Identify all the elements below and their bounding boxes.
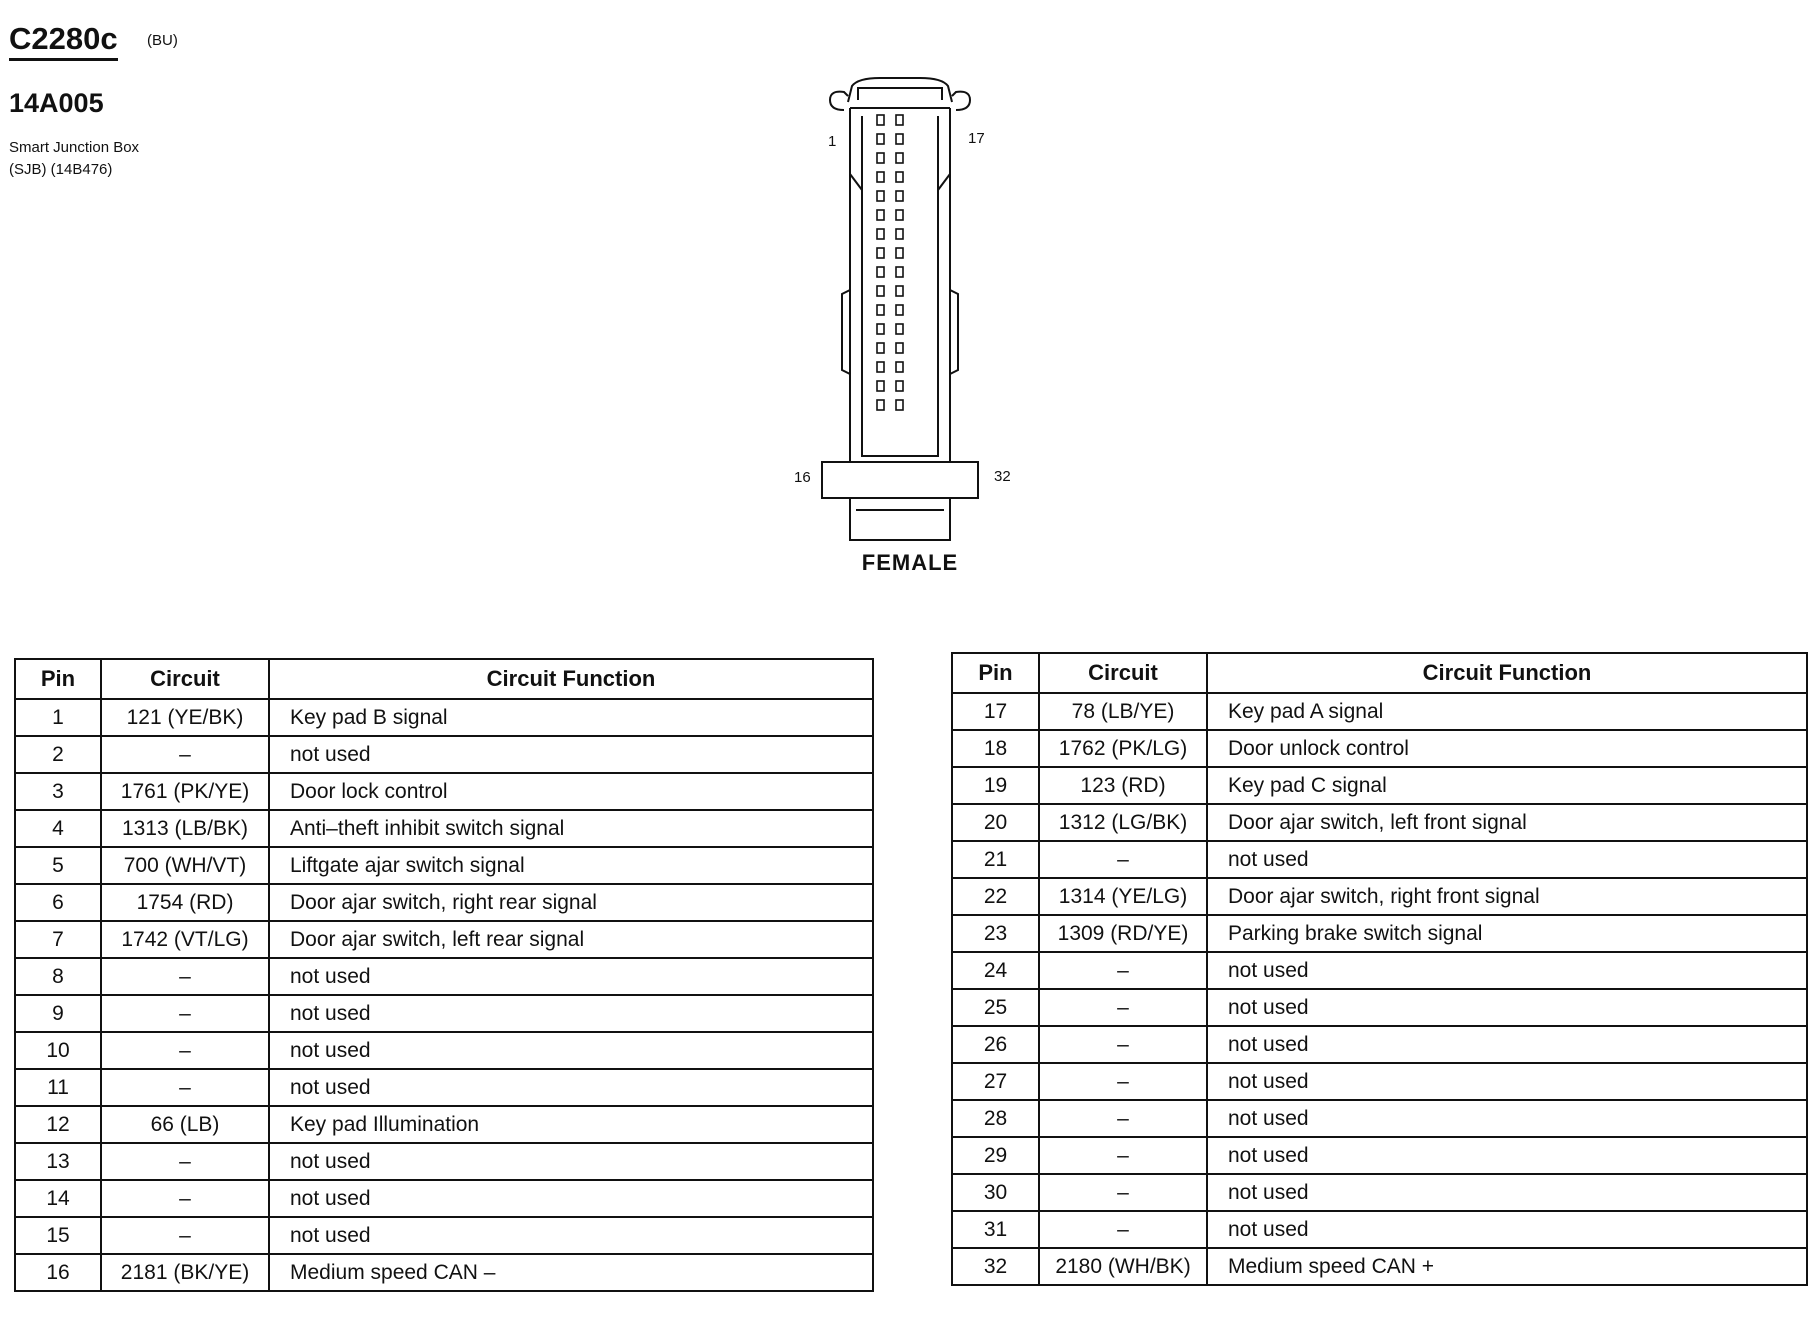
circuit-cell: – bbox=[1039, 952, 1207, 989]
function-cell: Key pad A signal bbox=[1207, 693, 1807, 730]
table-row bbox=[15, 1069, 873, 1106]
function-cell: Key pad Illumination bbox=[269, 1106, 873, 1143]
function-cell: Liftgate ajar switch signal bbox=[269, 847, 873, 884]
circuit-cell: 66 (LB) bbox=[101, 1106, 269, 1143]
function-cell: Medium speed CAN + bbox=[1207, 1248, 1807, 1285]
function-cell: Medium speed CAN – bbox=[269, 1254, 873, 1291]
pin-cell: 30 bbox=[952, 1174, 1039, 1211]
function-cell: not used bbox=[269, 1069, 873, 1106]
circuit-cell: 700 (WH/VT) bbox=[101, 847, 269, 884]
circuit-cell: 1761 (PK/YE) bbox=[101, 773, 269, 810]
circuit-cell: 1754 (RD) bbox=[101, 884, 269, 921]
circuit-cell: 121 (YE/BK) bbox=[101, 699, 269, 736]
table-row bbox=[15, 1217, 873, 1254]
pin-cell: 11 bbox=[15, 1069, 101, 1106]
pin-cell: 32 bbox=[952, 1248, 1039, 1285]
pin-label-16: 16 bbox=[794, 469, 811, 486]
table-row bbox=[952, 878, 1807, 915]
function-cell: not used bbox=[1207, 1026, 1807, 1063]
pin-cell: 17 bbox=[952, 693, 1039, 730]
table-row bbox=[952, 1026, 1807, 1063]
function-cell: not used bbox=[1207, 841, 1807, 878]
circuit-cell: – bbox=[1039, 841, 1207, 878]
description-line-2: (SJB) (14B476) bbox=[9, 161, 113, 178]
circuit-cell: – bbox=[1039, 1211, 1207, 1248]
table-row bbox=[15, 773, 873, 810]
pin-cell: 7 bbox=[15, 921, 101, 958]
circuit-cell: 78 (LB/YE) bbox=[1039, 693, 1207, 730]
function-cell: Door lock control bbox=[269, 773, 873, 810]
function-cell: not used bbox=[1207, 989, 1807, 1026]
pin-label-1: 1 bbox=[828, 133, 837, 150]
table-row bbox=[15, 921, 873, 958]
circuit-cell: – bbox=[1039, 1137, 1207, 1174]
pin-cell: 15 bbox=[15, 1217, 101, 1254]
table-row bbox=[15, 699, 873, 736]
pin-cell: 16 bbox=[15, 1254, 101, 1291]
function-cell: not used bbox=[1207, 952, 1807, 989]
circuit-cell: – bbox=[101, 1069, 269, 1106]
function-cell: Door unlock control bbox=[1207, 730, 1807, 767]
header-circuit-function: Circuit Function bbox=[1207, 653, 1807, 693]
pin-cell: 22 bbox=[952, 878, 1039, 915]
circuit-cell: – bbox=[1039, 989, 1207, 1026]
table-row bbox=[15, 1254, 873, 1291]
part-number: 14A005 bbox=[9, 88, 104, 118]
table-row bbox=[952, 989, 1807, 1026]
circuit-cell: 1742 (VT/LG) bbox=[101, 921, 269, 958]
circuit-cell: – bbox=[101, 1180, 269, 1217]
table-row bbox=[952, 1174, 1807, 1211]
function-cell: not used bbox=[1207, 1174, 1807, 1211]
connector-id: C2280c bbox=[9, 22, 118, 61]
table-row bbox=[15, 1032, 873, 1069]
function-cell: Door ajar switch, left front signal bbox=[1207, 804, 1807, 841]
pin-cell: 27 bbox=[952, 1063, 1039, 1100]
circuit-cell: – bbox=[101, 995, 269, 1032]
pin-cell: 20 bbox=[952, 804, 1039, 841]
pin-cell: 18 bbox=[952, 730, 1039, 767]
table-row bbox=[952, 1063, 1807, 1100]
circuit-cell: – bbox=[1039, 1100, 1207, 1137]
header-pin: Pin bbox=[15, 659, 101, 699]
function-cell: Door ajar switch, right front signal bbox=[1207, 878, 1807, 915]
table-row bbox=[15, 1143, 873, 1180]
pin-cell: 26 bbox=[952, 1026, 1039, 1063]
header-circuit: Circuit bbox=[101, 659, 269, 699]
pin-cell: 10 bbox=[15, 1032, 101, 1069]
circuit-cell: – bbox=[101, 1217, 269, 1254]
function-cell: not used bbox=[1207, 1137, 1807, 1174]
pin-cell: 4 bbox=[15, 810, 101, 847]
function-cell: Key pad B signal bbox=[269, 699, 873, 736]
function-cell: not used bbox=[1207, 1211, 1807, 1248]
pin-cell: 5 bbox=[15, 847, 101, 884]
header-pin: Pin bbox=[952, 653, 1039, 693]
pin-cell: 13 bbox=[15, 1143, 101, 1180]
description-line-1: Smart Junction Box bbox=[9, 139, 140, 156]
function-cell: not used bbox=[269, 958, 873, 995]
table-row bbox=[952, 1211, 1807, 1248]
circuit-cell: 123 (RD) bbox=[1039, 767, 1207, 804]
function-cell: not used bbox=[269, 1180, 873, 1217]
connector-gender-label: FEMALE bbox=[861, 550, 959, 575]
pin-cell: 24 bbox=[952, 952, 1039, 989]
function-cell: not used bbox=[1207, 1063, 1807, 1100]
pin-cell: 14 bbox=[15, 1180, 101, 1217]
connector-color: (BU) bbox=[147, 32, 178, 49]
circuit-cell: 2181 (BK/YE) bbox=[101, 1254, 269, 1291]
pin-cell: 1 bbox=[15, 699, 101, 736]
circuit-cell: – bbox=[101, 958, 269, 995]
function-cell: Key pad C signal bbox=[1207, 767, 1807, 804]
pin-cell: 8 bbox=[15, 958, 101, 995]
pin-cell: 2 bbox=[15, 736, 101, 773]
function-cell: Door ajar switch, right rear signal bbox=[269, 884, 873, 921]
function-cell: not used bbox=[269, 736, 873, 773]
pin-label-17: 17 bbox=[968, 130, 985, 147]
circuit-cell: – bbox=[1039, 1063, 1207, 1100]
table-row bbox=[952, 952, 1807, 989]
table-row bbox=[952, 767, 1807, 804]
circuit-cell: – bbox=[101, 736, 269, 773]
connector-face-diagram bbox=[770, 70, 1070, 590]
circuit-cell: 2180 (WH/BK) bbox=[1039, 1248, 1207, 1285]
table-row bbox=[952, 915, 1807, 952]
pin-cell: 23 bbox=[952, 915, 1039, 952]
table-row bbox=[952, 693, 1807, 730]
function-cell: Door ajar switch, left rear signal bbox=[269, 921, 873, 958]
pin-cell: 31 bbox=[952, 1211, 1039, 1248]
component-description bbox=[9, 137, 139, 181]
pin-cell: 28 bbox=[952, 1100, 1039, 1137]
table-row bbox=[15, 958, 873, 995]
circuit-cell: – bbox=[1039, 1026, 1207, 1063]
circuit-cell: 1762 (PK/LG) bbox=[1039, 730, 1207, 767]
pin-cell: 25 bbox=[952, 989, 1039, 1026]
function-cell: Anti–theft inhibit switch signal bbox=[269, 810, 873, 847]
function-cell: not used bbox=[269, 1032, 873, 1069]
function-cell: not used bbox=[269, 1143, 873, 1180]
circuit-cell: – bbox=[101, 1143, 269, 1180]
function-cell: not used bbox=[269, 1217, 873, 1254]
pin-cell: 19 bbox=[952, 767, 1039, 804]
table-row bbox=[15, 736, 873, 773]
function-cell: not used bbox=[269, 995, 873, 1032]
connector-outline bbox=[770, 70, 1070, 590]
circuit-cell: – bbox=[101, 1032, 269, 1069]
pinout-table-right bbox=[951, 652, 1808, 1286]
table-row bbox=[952, 804, 1807, 841]
circuit-cell: 1314 (YE/LG) bbox=[1039, 878, 1207, 915]
circuit-cell: 1312 (LG/BK) bbox=[1039, 804, 1207, 841]
pin-cell: 6 bbox=[15, 884, 101, 921]
table-row bbox=[952, 1100, 1807, 1137]
circuit-cell: 1309 (RD/YE) bbox=[1039, 915, 1207, 952]
table-row bbox=[15, 810, 873, 847]
function-cell: not used bbox=[1207, 1100, 1807, 1137]
pin-cell: 9 bbox=[15, 995, 101, 1032]
pin-cell: 29 bbox=[952, 1137, 1039, 1174]
table-header-row bbox=[15, 659, 873, 699]
table-row bbox=[952, 1137, 1807, 1174]
header-circuit: Circuit bbox=[1039, 653, 1207, 693]
function-cell: Parking brake switch signal bbox=[1207, 915, 1807, 952]
table-row bbox=[952, 730, 1807, 767]
header-circuit-function: Circuit Function bbox=[269, 659, 873, 699]
pinout-table-left bbox=[14, 658, 874, 1292]
pin-cell: 21 bbox=[952, 841, 1039, 878]
table-row bbox=[15, 847, 873, 884]
circuit-cell: – bbox=[1039, 1174, 1207, 1211]
pin-cell: 12 bbox=[15, 1106, 101, 1143]
table-row bbox=[15, 1106, 873, 1143]
circuit-cell: 1313 (LB/BK) bbox=[101, 810, 269, 847]
table-row bbox=[952, 841, 1807, 878]
table-row bbox=[15, 884, 873, 921]
pin-cell: 3 bbox=[15, 773, 101, 810]
table-header-row bbox=[952, 653, 1807, 693]
table-row bbox=[15, 995, 873, 1032]
table-row bbox=[15, 1180, 873, 1217]
pin-label-32: 32 bbox=[994, 468, 1011, 485]
table-row bbox=[952, 1248, 1807, 1285]
